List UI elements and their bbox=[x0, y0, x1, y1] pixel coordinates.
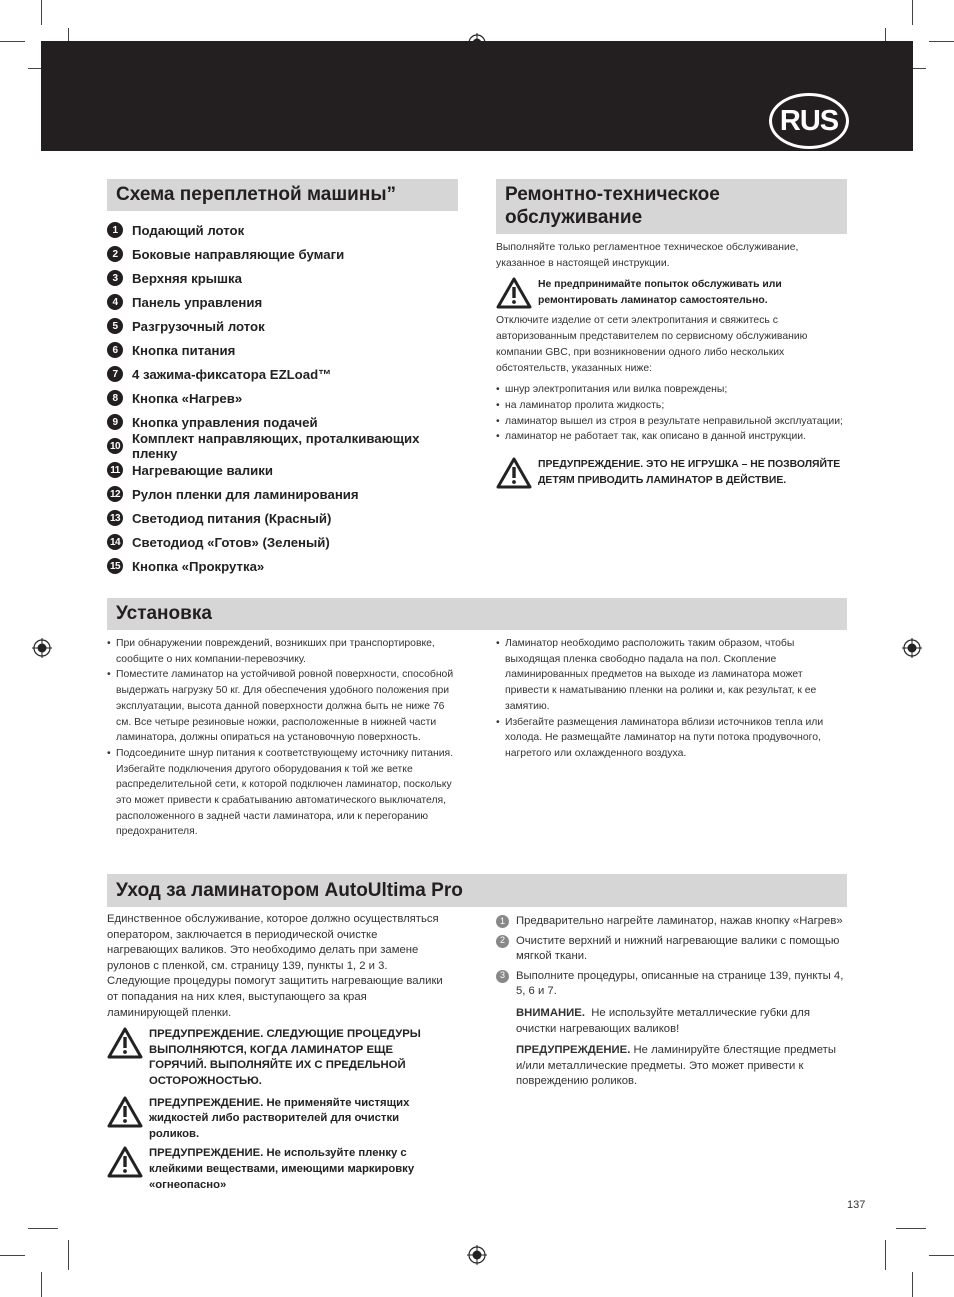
section-title-maintenance bbox=[496, 179, 847, 234]
item-number: 6 bbox=[107, 342, 123, 358]
note-text: Не используйте металлические губки для очистки нагревающих валиков! bbox=[516, 1006, 810, 1035]
crop-mark bbox=[41, 0, 42, 25]
item-label: Кнопка питания bbox=[132, 342, 236, 358]
title-line: обслуживание bbox=[505, 207, 643, 228]
crop-mark bbox=[885, 1240, 886, 1270]
step-item bbox=[496, 914, 846, 930]
warning-icon bbox=[107, 1096, 143, 1128]
list-item bbox=[107, 218, 467, 242]
item-number: 8 bbox=[107, 390, 123, 406]
bullet-item: • Ламинатор необходимо расположить таким образом, чтобы выходящая пленка свободно падала на пол. Скопление ламинированных предметов на выходе из ламинатора может привести к наматыванию пленки на ролики и, как результат, к ее замятию. bbox=[496, 636, 846, 715]
warning-block bbox=[107, 1146, 447, 1193]
warning-icon bbox=[107, 1146, 143, 1178]
note-text: Не ламинируйте блестящие предметы и/или металлические предметы. Это может привести к повреждению роликов. bbox=[516, 1044, 836, 1088]
item-label: 4 зажима-фиксатора EZLoad™ bbox=[132, 366, 332, 382]
item-number: 2 bbox=[107, 246, 123, 262]
item-number: 5 bbox=[107, 318, 123, 334]
list-item bbox=[107, 458, 467, 482]
item-label: Комплект направляющих, проталкивающих пленку bbox=[132, 431, 420, 461]
crop-mark bbox=[929, 1255, 954, 1256]
bullet-item: • Избегайте размещения ламинатора вблизи источников тепла или холода. Не размещайте ламинатор на пути потока продувочного, нагретого или охлажденного воздуха. bbox=[496, 715, 846, 762]
paragraph: Выполняйте только регламентное техническое обслуживание, указанное в настоящей инструкции. bbox=[496, 242, 799, 269]
step-text: Предварительно нагрейте ламинатор, нажав кнопку «Нагрев» bbox=[516, 915, 843, 927]
list-item bbox=[107, 482, 467, 506]
step-item bbox=[496, 934, 846, 965]
step-item bbox=[496, 969, 846, 1000]
warning-block bbox=[107, 1096, 447, 1143]
care-left-column bbox=[107, 912, 447, 1193]
bullet-list bbox=[496, 382, 846, 445]
warning-text: ПРЕДУПРЕЖДЕНИЕ. Не используйте пленку с клейкими веществами, имеющими маркировку «огнеопасно» bbox=[149, 1147, 415, 1191]
list-item bbox=[107, 554, 467, 578]
warning-block bbox=[496, 277, 846, 309]
list-item bbox=[107, 506, 467, 530]
item-number: 7 bbox=[107, 366, 123, 382]
bullet-item: • шнур электропитания или вилка повреждены; bbox=[496, 382, 846, 398]
bullet-item: • Поместите ламинатор на устойчивой ровной поверхности, способной выдержать нагрузку 50 кг. Для обеспечения удобного положения при эксплуатации, высота данной поверхности должна быть не ниже 76 см. Все четыре резиновые ножки, расположенные в нижней части ламинатора, должны опираться на установочную поверхность. bbox=[107, 667, 457, 746]
crop-mark bbox=[896, 1228, 926, 1229]
paragraph: Отключите изделие от сети электропитания и свяжитесь с авторизованным представителем по сервисному обслуживанию компании GBC, при возникновении одного либо нескольких обстоятельств, указанных ниже: bbox=[496, 315, 808, 374]
section-title-diagram: Схема переплетной машины” bbox=[107, 179, 458, 211]
warning-block bbox=[107, 1027, 447, 1089]
crop-mark bbox=[912, 1272, 913, 1297]
bullet-item: • Подсоедините шнур питания к соответствующему источнику питания. Избегайте подключения другого оборудования к той же ветке распределительной сети, к которой подключен ламинатор, поскольку это может привести к срабатыванию автоматического выключателя, расположенного в задней части ламинатора, или к перегоранию предохранителя. bbox=[107, 746, 457, 840]
item-label: Кнопка управления подачей bbox=[132, 414, 318, 430]
bullet-item: • ламинатор вышел из строя в результате неправильной эксплуатации; bbox=[496, 414, 846, 430]
item-label: Разгрузочный лоток bbox=[132, 318, 265, 334]
warning-icon bbox=[496, 277, 532, 309]
caution-note bbox=[516, 1006, 846, 1037]
item-number: 10 bbox=[107, 438, 123, 454]
item-number: 13 bbox=[107, 510, 123, 526]
step-number: 2 bbox=[496, 935, 509, 948]
list-item bbox=[107, 242, 467, 266]
item-number: 9 bbox=[107, 414, 123, 430]
warning-icon bbox=[496, 457, 532, 489]
crop-mark bbox=[912, 0, 913, 25]
bullet-item: • При обнаружении повреждений, возникших при транспортировке, сообщите о них компании-перевозчику. bbox=[107, 636, 457, 667]
list-item bbox=[107, 386, 467, 410]
installation-left-column bbox=[107, 636, 457, 840]
item-number: 4 bbox=[107, 294, 123, 310]
crop-mark bbox=[929, 41, 954, 42]
step-text: Очистите верхний и нижний нагревающие валики с помощью мягкой ткани. bbox=[516, 934, 840, 963]
maintenance-body bbox=[496, 240, 846, 489]
warning-note bbox=[516, 1043, 846, 1090]
step-number: 3 bbox=[496, 970, 509, 983]
crop-mark bbox=[28, 1228, 58, 1229]
page-number: 137 bbox=[847, 1199, 866, 1211]
bullet-item: • ламинатор не работает так, как описано в данной инструкции. bbox=[496, 429, 846, 445]
item-number: 3 bbox=[107, 270, 123, 286]
warning-block bbox=[496, 457, 846, 489]
list-item bbox=[107, 338, 467, 362]
item-label: Верхняя крышка bbox=[132, 270, 242, 286]
list-item bbox=[107, 530, 467, 554]
warning-text: ПРЕДУПРЕЖДЕНИЕ. ЭТО НЕ ИГРУШКА – НЕ ПОЗВОЛЯЙТЕ ДЕТЯМ ПРИВОДИТЬ ЛАМИНАТОР В ДЕЙСТВИЕ. bbox=[538, 459, 841, 486]
item-label: Рулон пленки для ламинирования bbox=[132, 486, 359, 502]
item-number: 1 bbox=[107, 222, 123, 238]
crop-mark bbox=[0, 1255, 25, 1256]
warning-text: ПРЕДУПРЕЖДЕНИЕ. Не применяйте чистящих жидкостей либо растворителей для очистки роликов. bbox=[149, 1096, 410, 1140]
parts-list bbox=[107, 218, 467, 578]
list-item bbox=[107, 314, 467, 338]
warning-text: Не предпринимайте попыток обслуживать или ремонтировать ламинатор самостоятельно. bbox=[538, 279, 782, 307]
item-label: Нагревающие валики bbox=[132, 462, 273, 478]
warning-icon bbox=[107, 1027, 143, 1059]
crop-mark bbox=[41, 1272, 42, 1297]
item-number: 14 bbox=[107, 534, 123, 550]
care-right-column bbox=[496, 914, 846, 1090]
registration-mark-icon bbox=[467, 1245, 487, 1265]
warning-text: ПРЕДУПРЕЖДЕНИЕ. СЛЕДУЮЩИЕ ПРОЦЕДУРЫ ВЫПОЛНЯЮТСЯ, КОГДА ЛАМИНАТОР ЕЩЕ ГОРЯЧИЙ. ВЫПОЛНЯЙТЕ ИХ С ПРЕДЕЛЬНОЙ ОСТОРОЖНОСТЬЮ. bbox=[149, 1028, 421, 1087]
item-number: 11 bbox=[107, 462, 123, 478]
list-item bbox=[107, 431, 467, 461]
crop-mark bbox=[68, 1240, 69, 1270]
item-label: Кнопка «Нагрев» bbox=[132, 390, 243, 406]
step-text: Выполните процедуры, описанные на странице 139, пункты 4, 5, 6 и 7. bbox=[516, 969, 844, 998]
item-label: Боковые направляющие бумаги bbox=[132, 246, 345, 262]
item-label: Подающий лоток bbox=[132, 222, 245, 238]
installation-right-column bbox=[496, 636, 846, 762]
list-item bbox=[107, 266, 467, 290]
list-item bbox=[107, 290, 467, 314]
item-number: 15 bbox=[107, 558, 123, 574]
language-badge: RUS bbox=[769, 93, 849, 149]
note-label: ВНИМАНИЕ. bbox=[516, 1006, 585, 1019]
bullet-item: • на ламинатор пролита жидкость; bbox=[496, 398, 846, 414]
item-label: Светодиод питания (Красный) bbox=[132, 510, 332, 526]
section-title-care: Уход за ламинатором AutoUltima Pro bbox=[107, 874, 847, 907]
registration-mark-icon bbox=[32, 638, 52, 658]
crop-mark bbox=[0, 41, 25, 42]
section-title-installation: Установка bbox=[107, 598, 847, 630]
paragraph: Единственное обслуживание, которое должно осуществляться оператором, заключается в периодической очистке нагревающих валиков. Это необходимо делать при замене рулонов с пленкой, см. страницу 139, пункты 1, 2 и 3. Следующие процедуры помогут защитить нагревающие валики от попадания на них клея, выступающего за края ламинирующей пленки. bbox=[107, 913, 443, 1019]
list-item bbox=[107, 362, 467, 386]
title-line: Ремонтно-техническое bbox=[505, 184, 720, 205]
item-label: Светодиод «Готов» (Зеленый) bbox=[132, 534, 330, 550]
item-number: 12 bbox=[107, 486, 123, 502]
registration-mark-icon bbox=[902, 638, 922, 658]
item-label: Кнопка «Прокрутка» bbox=[132, 558, 265, 574]
step-number: 1 bbox=[496, 915, 509, 928]
item-label: Панель управления bbox=[132, 294, 263, 310]
note-label: ПРЕДУПРЕЖДЕНИЕ. bbox=[516, 1044, 631, 1057]
